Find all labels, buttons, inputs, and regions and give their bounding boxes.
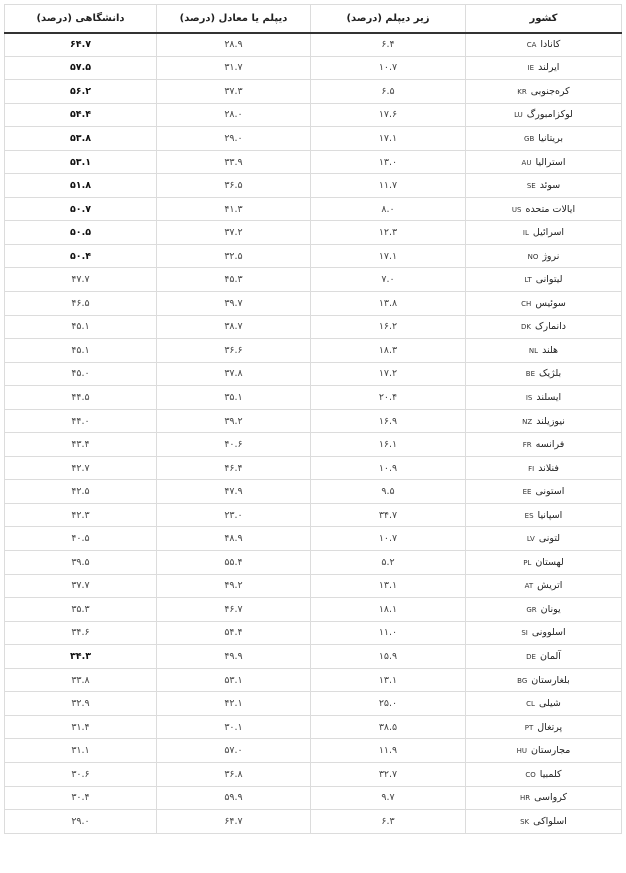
diploma-cell: ۳۰.۱ xyxy=(157,715,311,739)
university-cell: ۳۲.۹ xyxy=(5,692,157,716)
country-name: کره‌جنوبی xyxy=(530,85,570,97)
country-name: سوئد xyxy=(539,180,561,192)
country-cell xyxy=(466,80,622,104)
country-name: پرتغال xyxy=(537,721,563,733)
diploma-cell: ۵۳.۱ xyxy=(157,668,311,692)
country-cell xyxy=(466,362,622,386)
below-diploma-cell: ۱۱.۹ xyxy=(311,739,466,763)
country-name: بلژیک xyxy=(539,368,562,380)
below-diploma-cell: ۱۷.۱ xyxy=(311,244,466,268)
country-cell xyxy=(466,715,622,739)
university-cell: ۳۳.۸ xyxy=(5,668,157,692)
country-name: شیلی xyxy=(538,698,561,710)
country-name: اتریش xyxy=(537,580,563,592)
below-diploma-cell: ۱۶.۲ xyxy=(311,315,466,339)
country-code: LV xyxy=(526,535,535,544)
header-diploma: دیپلم یا معادل (درصد) xyxy=(157,5,311,33)
country-code: AU xyxy=(521,158,532,167)
country-name: لتونی xyxy=(538,533,561,545)
country-cell xyxy=(466,433,622,457)
table-row xyxy=(5,503,622,527)
diploma-cell: ۴۸.۹ xyxy=(157,527,311,551)
country-name: لهستان xyxy=(535,556,564,568)
university-cell: ۳۵.۳ xyxy=(5,598,157,622)
country-cell xyxy=(466,339,622,363)
diploma-cell: ۳۷.۲ xyxy=(157,221,311,245)
country-code: SK xyxy=(520,817,530,826)
country-cell xyxy=(466,786,622,810)
country-code: NZ xyxy=(522,417,533,426)
country-code: AT xyxy=(524,582,534,591)
country-code: KR xyxy=(517,87,527,96)
country-code: BG xyxy=(517,676,528,685)
below-diploma-cell: ۷.۰ xyxy=(311,268,466,292)
diploma-cell: ۳۸.۷ xyxy=(157,315,311,339)
below-diploma-cell: ۹.۵ xyxy=(311,480,466,504)
diploma-cell: ۳۲.۵ xyxy=(157,244,311,268)
table-row xyxy=(5,551,622,575)
education-table xyxy=(4,4,622,834)
country-cell xyxy=(466,221,622,245)
country-name: فنلاند xyxy=(538,462,559,474)
table-row xyxy=(5,433,622,457)
below-diploma-cell: ۱۷.۱ xyxy=(311,127,466,151)
university-cell: ۵۰.۵ xyxy=(5,221,157,245)
country-cell xyxy=(466,456,622,480)
table-row xyxy=(5,33,622,57)
country-code: DK xyxy=(521,323,531,332)
country-cell xyxy=(466,386,622,410)
country-name: اسلوونی xyxy=(531,627,566,639)
table-row xyxy=(5,221,622,245)
country-cell xyxy=(466,762,622,786)
university-cell: ۴۵.۱ xyxy=(5,315,157,339)
country-code: GB xyxy=(524,134,535,143)
country-name: لیتوانی xyxy=(535,274,563,286)
diploma-cell: ۴۶.۷ xyxy=(157,598,311,622)
header-below-diploma: زیر دیپلم (درصد) xyxy=(311,5,466,33)
country-cell xyxy=(466,598,622,622)
table-row xyxy=(5,480,622,504)
country-cell xyxy=(466,810,622,834)
table-row xyxy=(5,386,622,410)
below-diploma-cell: ۱۶.۹ xyxy=(311,409,466,433)
below-diploma-cell: ۱۳.۱ xyxy=(311,668,466,692)
table-body xyxy=(5,33,622,834)
header-university: دانشگاهی (درصد) xyxy=(5,5,157,33)
table-row xyxy=(5,810,622,834)
diploma-cell: ۵۷.۰ xyxy=(157,739,311,763)
diploma-cell: ۵۴.۴ xyxy=(157,621,311,645)
university-cell: ۵۰.۴ xyxy=(5,244,157,268)
country-name: بریتانیا xyxy=(538,132,563,144)
country-name: اسلواکی xyxy=(533,815,567,827)
country-name: ایرلند xyxy=(538,62,560,74)
country-code: IE xyxy=(527,64,535,73)
table-row xyxy=(5,692,622,716)
country-cell xyxy=(466,621,622,645)
country-name: استرالیا xyxy=(535,156,566,168)
country-name: ایسلند xyxy=(536,391,562,403)
below-diploma-cell: ۱۶.۱ xyxy=(311,433,466,457)
country-name: سوئیس xyxy=(535,297,566,309)
country-code: SI xyxy=(521,629,528,638)
university-cell: ۴۲.۷ xyxy=(5,456,157,480)
country-name: نروژ xyxy=(542,250,560,262)
below-diploma-cell: ۸.۰ xyxy=(311,197,466,221)
table-row xyxy=(5,80,622,104)
below-diploma-cell: ۱۳.۸ xyxy=(311,292,466,316)
below-diploma-cell: ۱۳.۱ xyxy=(311,574,466,598)
country-code: CO xyxy=(525,770,536,779)
below-diploma-cell: ۱۸.۳ xyxy=(311,339,466,363)
country-cell xyxy=(466,551,622,575)
country-cell xyxy=(466,503,622,527)
diploma-cell: ۳۹.۷ xyxy=(157,292,311,316)
country-name: کلمبیا xyxy=(539,768,562,780)
university-cell: ۳۴.۳ xyxy=(5,645,157,669)
country-cell xyxy=(466,56,622,80)
country-name: اسپانیا xyxy=(537,509,563,521)
country-cell xyxy=(466,127,622,151)
university-cell: ۳۹.۵ xyxy=(5,551,157,575)
university-cell: ۴۴.۵ xyxy=(5,386,157,410)
university-cell: ۵۳.۸ xyxy=(5,127,157,151)
university-cell: ۳۴.۶ xyxy=(5,621,157,645)
country-cell xyxy=(466,574,622,598)
table-row xyxy=(5,174,622,198)
country-cell xyxy=(466,33,622,57)
diploma-cell: ۴۵.۳ xyxy=(157,268,311,292)
country-name: کرواسی xyxy=(534,792,567,804)
diploma-cell: ۲۳.۰ xyxy=(157,503,311,527)
country-code: LT xyxy=(524,276,532,285)
country-name: کانادا xyxy=(540,39,561,51)
university-cell: ۴۷.۷ xyxy=(5,268,157,292)
country-code: GR xyxy=(526,605,537,614)
diploma-cell: ۶۴.۷ xyxy=(157,810,311,834)
university-cell: ۲۹.۰ xyxy=(5,810,157,834)
country-name: اسرائیل xyxy=(532,227,565,239)
university-cell: ۳۰.۶ xyxy=(5,762,157,786)
country-cell xyxy=(466,668,622,692)
below-diploma-cell: ۶.۵ xyxy=(311,80,466,104)
country-code: HU xyxy=(516,747,527,756)
country-cell xyxy=(466,692,622,716)
below-diploma-cell: ۹.۷ xyxy=(311,786,466,810)
country-code: PL xyxy=(523,558,532,567)
country-name: لوکزامبورگ xyxy=(526,109,573,121)
country-cell xyxy=(466,292,622,316)
country-name: دانمارک xyxy=(534,321,566,333)
university-cell: ۵۰.۷ xyxy=(5,197,157,221)
table-row xyxy=(5,739,622,763)
country-name: استونی xyxy=(535,486,565,498)
diploma-cell: ۲۸.۹ xyxy=(157,33,311,57)
diploma-cell: ۳۷.۸ xyxy=(157,362,311,386)
table-row xyxy=(5,621,622,645)
diploma-cell: ۴۱.۳ xyxy=(157,197,311,221)
table-row xyxy=(5,362,622,386)
below-diploma-cell: ۱۷.۲ xyxy=(311,362,466,386)
table-row xyxy=(5,456,622,480)
country-cell xyxy=(466,315,622,339)
country-name: مجارستان xyxy=(530,745,571,757)
country-cell xyxy=(466,150,622,174)
university-cell: ۴۰.۵ xyxy=(5,527,157,551)
country-code: CH xyxy=(521,299,532,308)
diploma-cell: ۴۹.۲ xyxy=(157,574,311,598)
table-row xyxy=(5,268,622,292)
university-cell: ۵۷.۵ xyxy=(5,56,157,80)
below-diploma-cell: ۳۲.۷ xyxy=(311,762,466,786)
university-cell: ۵۱.۸ xyxy=(5,174,157,198)
table-row xyxy=(5,409,622,433)
below-diploma-cell: ۲۵.۰ xyxy=(311,692,466,716)
table-row xyxy=(5,527,622,551)
country-code: SE xyxy=(526,182,536,191)
diploma-cell: ۴۰.۶ xyxy=(157,433,311,457)
country-name: بلغارستان xyxy=(531,674,570,686)
country-name: فرانسه xyxy=(535,439,565,451)
table-row xyxy=(5,56,622,80)
country-code: CA xyxy=(526,41,537,50)
country-cell xyxy=(466,645,622,669)
below-diploma-cell: ۶.۳ xyxy=(311,810,466,834)
university-cell: ۴۶.۵ xyxy=(5,292,157,316)
below-diploma-cell: ۱۰.۷ xyxy=(311,527,466,551)
below-diploma-cell: ۱۷.۶ xyxy=(311,103,466,127)
diploma-cell: ۳۳.۹ xyxy=(157,150,311,174)
below-diploma-cell: ۳۸.۵ xyxy=(311,715,466,739)
university-cell: ۴۵.۰ xyxy=(5,362,157,386)
table-header xyxy=(5,5,622,33)
university-cell: ۵۳.۱ xyxy=(5,150,157,174)
below-diploma-cell: ۱۰.۷ xyxy=(311,56,466,80)
table-row xyxy=(5,315,622,339)
table-row xyxy=(5,197,622,221)
country-code: CL xyxy=(526,700,535,709)
below-diploma-cell: ۱۱.۰ xyxy=(311,621,466,645)
diploma-cell: ۴۷.۹ xyxy=(157,480,311,504)
below-diploma-cell: ۱۱.۷ xyxy=(311,174,466,198)
table-row xyxy=(5,598,622,622)
country-code: US xyxy=(511,205,522,214)
country-code: LU xyxy=(514,111,523,120)
country-code: BE xyxy=(525,370,536,379)
country-name: آلمان xyxy=(539,650,561,662)
country-code: IS xyxy=(525,393,533,402)
below-diploma-cell: ۱۳.۰ xyxy=(311,150,466,174)
diploma-cell: ۲۸.۰ xyxy=(157,103,311,127)
table-row xyxy=(5,103,622,127)
university-cell: ۳۰.۴ xyxy=(5,786,157,810)
country-code: FI xyxy=(528,464,535,473)
university-cell: ۴۵.۱ xyxy=(5,339,157,363)
diploma-cell: ۳۵.۱ xyxy=(157,386,311,410)
below-diploma-cell: ۶.۴ xyxy=(311,33,466,57)
table-row xyxy=(5,762,622,786)
diploma-cell: ۳۶.۸ xyxy=(157,762,311,786)
country-code: PT xyxy=(524,723,534,732)
table-row xyxy=(5,786,622,810)
diploma-cell: ۴۲.۱ xyxy=(157,692,311,716)
diploma-cell: ۳۷.۳ xyxy=(157,80,311,104)
country-name: ایالات متحده xyxy=(525,203,576,215)
country-code: NL xyxy=(528,346,539,355)
country-cell xyxy=(466,739,622,763)
country-cell xyxy=(466,268,622,292)
table-row xyxy=(5,244,622,268)
table-row xyxy=(5,292,622,316)
table-row xyxy=(5,150,622,174)
university-cell: ۵۶.۲ xyxy=(5,80,157,104)
below-diploma-cell: ۱۵.۹ xyxy=(311,645,466,669)
university-cell: ۳۱.۱ xyxy=(5,739,157,763)
diploma-cell: ۳۶.۶ xyxy=(157,339,311,363)
country-code: HR xyxy=(519,794,531,803)
country-name: نیوزیلند xyxy=(536,415,565,427)
diploma-cell: ۳۱.۷ xyxy=(157,56,311,80)
country-cell xyxy=(466,527,622,551)
country-code: FR xyxy=(522,441,532,450)
table-row xyxy=(5,715,622,739)
university-cell: ۴۲.۵ xyxy=(5,480,157,504)
country-code: NO xyxy=(527,252,539,261)
university-cell: ۵۴.۴ xyxy=(5,103,157,127)
country-cell xyxy=(466,103,622,127)
university-cell: ۳۱.۴ xyxy=(5,715,157,739)
table-row xyxy=(5,668,622,692)
diploma-cell: ۴۶.۴ xyxy=(157,456,311,480)
below-diploma-cell: ۲۰.۴ xyxy=(311,386,466,410)
university-cell: ۴۲.۳ xyxy=(5,503,157,527)
table-row xyxy=(5,339,622,363)
country-code: EE xyxy=(522,488,532,497)
diploma-cell: ۳۹.۲ xyxy=(157,409,311,433)
header-country: کشور xyxy=(466,5,622,33)
country-name: هلند xyxy=(542,344,559,356)
country-code: DE xyxy=(526,652,536,661)
diploma-cell: ۴۹.۹ xyxy=(157,645,311,669)
below-diploma-cell: ۵.۲ xyxy=(311,551,466,575)
table-row xyxy=(5,645,622,669)
header-row xyxy=(5,5,622,33)
country-cell xyxy=(466,480,622,504)
diploma-cell: ۵۵.۴ xyxy=(157,551,311,575)
below-diploma-cell: ۱۸.۱ xyxy=(311,598,466,622)
university-cell: ۳۷.۷ xyxy=(5,574,157,598)
country-cell xyxy=(466,174,622,198)
diploma-cell: ۲۹.۰ xyxy=(157,127,311,151)
table-row xyxy=(5,127,622,151)
diploma-cell: ۵۹.۹ xyxy=(157,786,311,810)
country-cell xyxy=(466,409,622,433)
university-cell: ۴۴.۰ xyxy=(5,409,157,433)
university-cell: ۶۴.۷ xyxy=(5,33,157,57)
country-cell xyxy=(466,197,622,221)
table-row xyxy=(5,574,622,598)
country-name: یونان xyxy=(540,603,561,615)
country-code: IL xyxy=(522,229,529,238)
below-diploma-cell: ۱۰.۹ xyxy=(311,456,466,480)
country-code: ES xyxy=(524,511,534,520)
university-cell: ۴۳.۴ xyxy=(5,433,157,457)
below-diploma-cell: ۳۴.۷ xyxy=(311,503,466,527)
country-cell xyxy=(466,244,622,268)
diploma-cell: ۳۶.۵ xyxy=(157,174,311,198)
below-diploma-cell: ۱۲.۳ xyxy=(311,221,466,245)
